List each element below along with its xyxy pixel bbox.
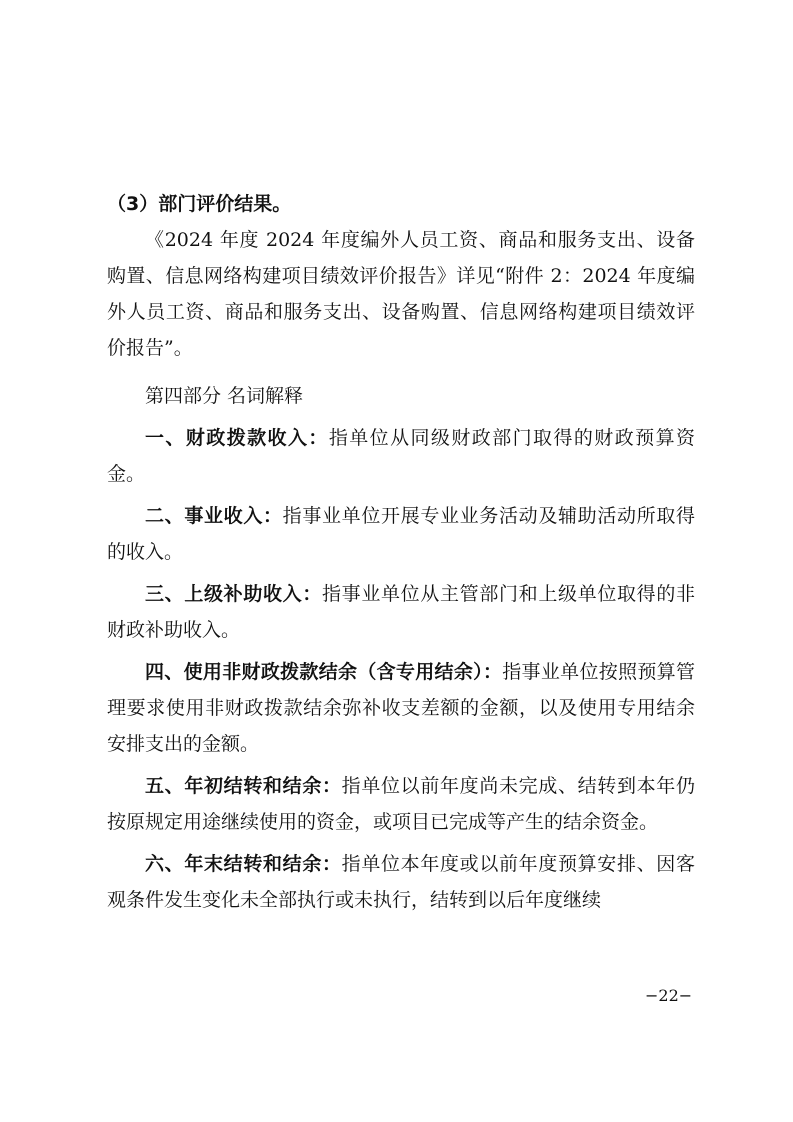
term-label: 六、年末结转和结余： [145,853,342,875]
term-definition: 指事业单位从主管部门和上级单位取得的非财政补助收入。 [107,583,695,641]
page-content [107,186,695,918]
term-label: 五、年初结转和结余： [145,775,342,797]
term-label: 二、事业收入： [145,505,283,527]
term-label: 一、财政拨款收入： [145,427,329,449]
part-title: 第四部分 名词解释 [145,385,304,407]
term-definition: 指单位以前年度尚未完成、结转到本年仍按原规定用途继续使用的资金，或项目已完成等产生的结余资金。 [107,775,695,833]
term-item [107,846,695,918]
term-definition: 指事业单位按照预算管理要求使用非财政拨款结余弥补收支差额的金额，以及使用专用结余安排支出的金额。 [107,661,695,755]
term-item [107,768,695,840]
section-heading: （3）部门评价结果。 [107,193,292,215]
term-item [107,420,695,492]
evaluation-report-paragraph: 《2024 年度 2024 年度编外人员工资、商品和服务支出、设备购置、信息网络构建项目绩效评价报告》详见“附件 2：2024 年度编外人员工资、商品和服务支出、设备购置、信息网络构建项目绩效评价报告”。 [107,229,695,359]
term-definition: 指事业单位开展专业业务活动及辅助活动所取得的收入。 [107,505,695,563]
term-item [107,498,695,570]
term-label: 三、上级补助收入： [145,583,322,605]
term-item [107,654,695,762]
term-item [107,576,695,648]
term-label: 四、使用非财政拨款结余（含专用结余）： [145,661,503,683]
page-number: −22− [645,986,693,1005]
term-definition: 指单位从同级财政部门取得的财政预算资金。 [107,427,695,485]
term-definition: 指单位本年度或以前年度预算安排、因客观条件发生变化未全部执行或未执行，结转到以后年度继续 [107,853,695,911]
